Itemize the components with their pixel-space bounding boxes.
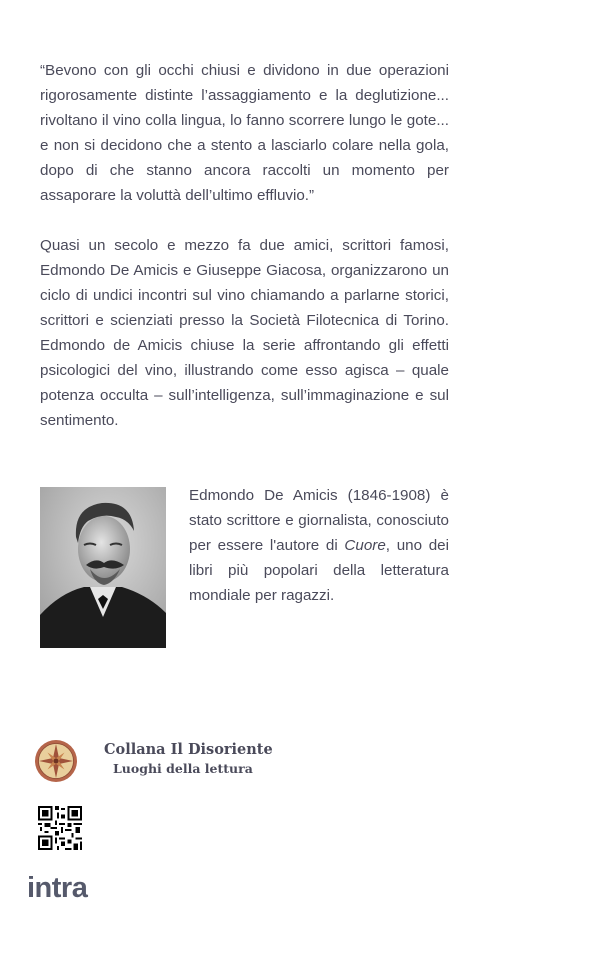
author-portrait [40,487,166,648]
back-cover-description: Quasi un secolo e mezzo fa due amici, scrittori famosi, Edmondo De Amicis e Giuseppe Giacosa, organizzarono un ciclo di undici incontri sul vino chiamando a parlarne storici, scrittori e scienziati presso la Società Filotecnica di Torino. Edmondo de Amicis chiuse la serie affrontando gli effetti psicologici del vino, illustrando come esso agisca – quale potenza occulta – sull’intelligenza, sull’immaginazione e sul sentimento. [40,237,449,429]
author-bio: Edmondo De Amicis (1846-1908) è stato scrittore e giornalista, conosciuto per essere l'autore di Cuore, uno dei libri più popolari della letteratura mondiale per ragazzi. [189,487,449,604]
series-block [104,740,273,778]
series-name: Collana Il Disoriente [104,741,273,758]
compass-rose-icon [34,739,78,783]
qr-code-icon [38,806,82,850]
publisher-logo: intra [27,872,88,904]
back-cover-quote: “Bevono con gli occhi chiusi e dividono in due operazioni rigorosamente distinte l’assaggiamento e la deglutizione... rivoltano il vino colla lingua, lo fanno scorrere lungo le gote... e non si decidono che a stento a lasciarlo colare nella gola, dopo di che stanno ancora raccolti un momento per assaporare la voluttà dell’ultimo effluvio.” [40,62,449,204]
book-title: Cuore [344,537,386,554]
series-subtitle: Luoghi della lettura [113,761,253,776]
